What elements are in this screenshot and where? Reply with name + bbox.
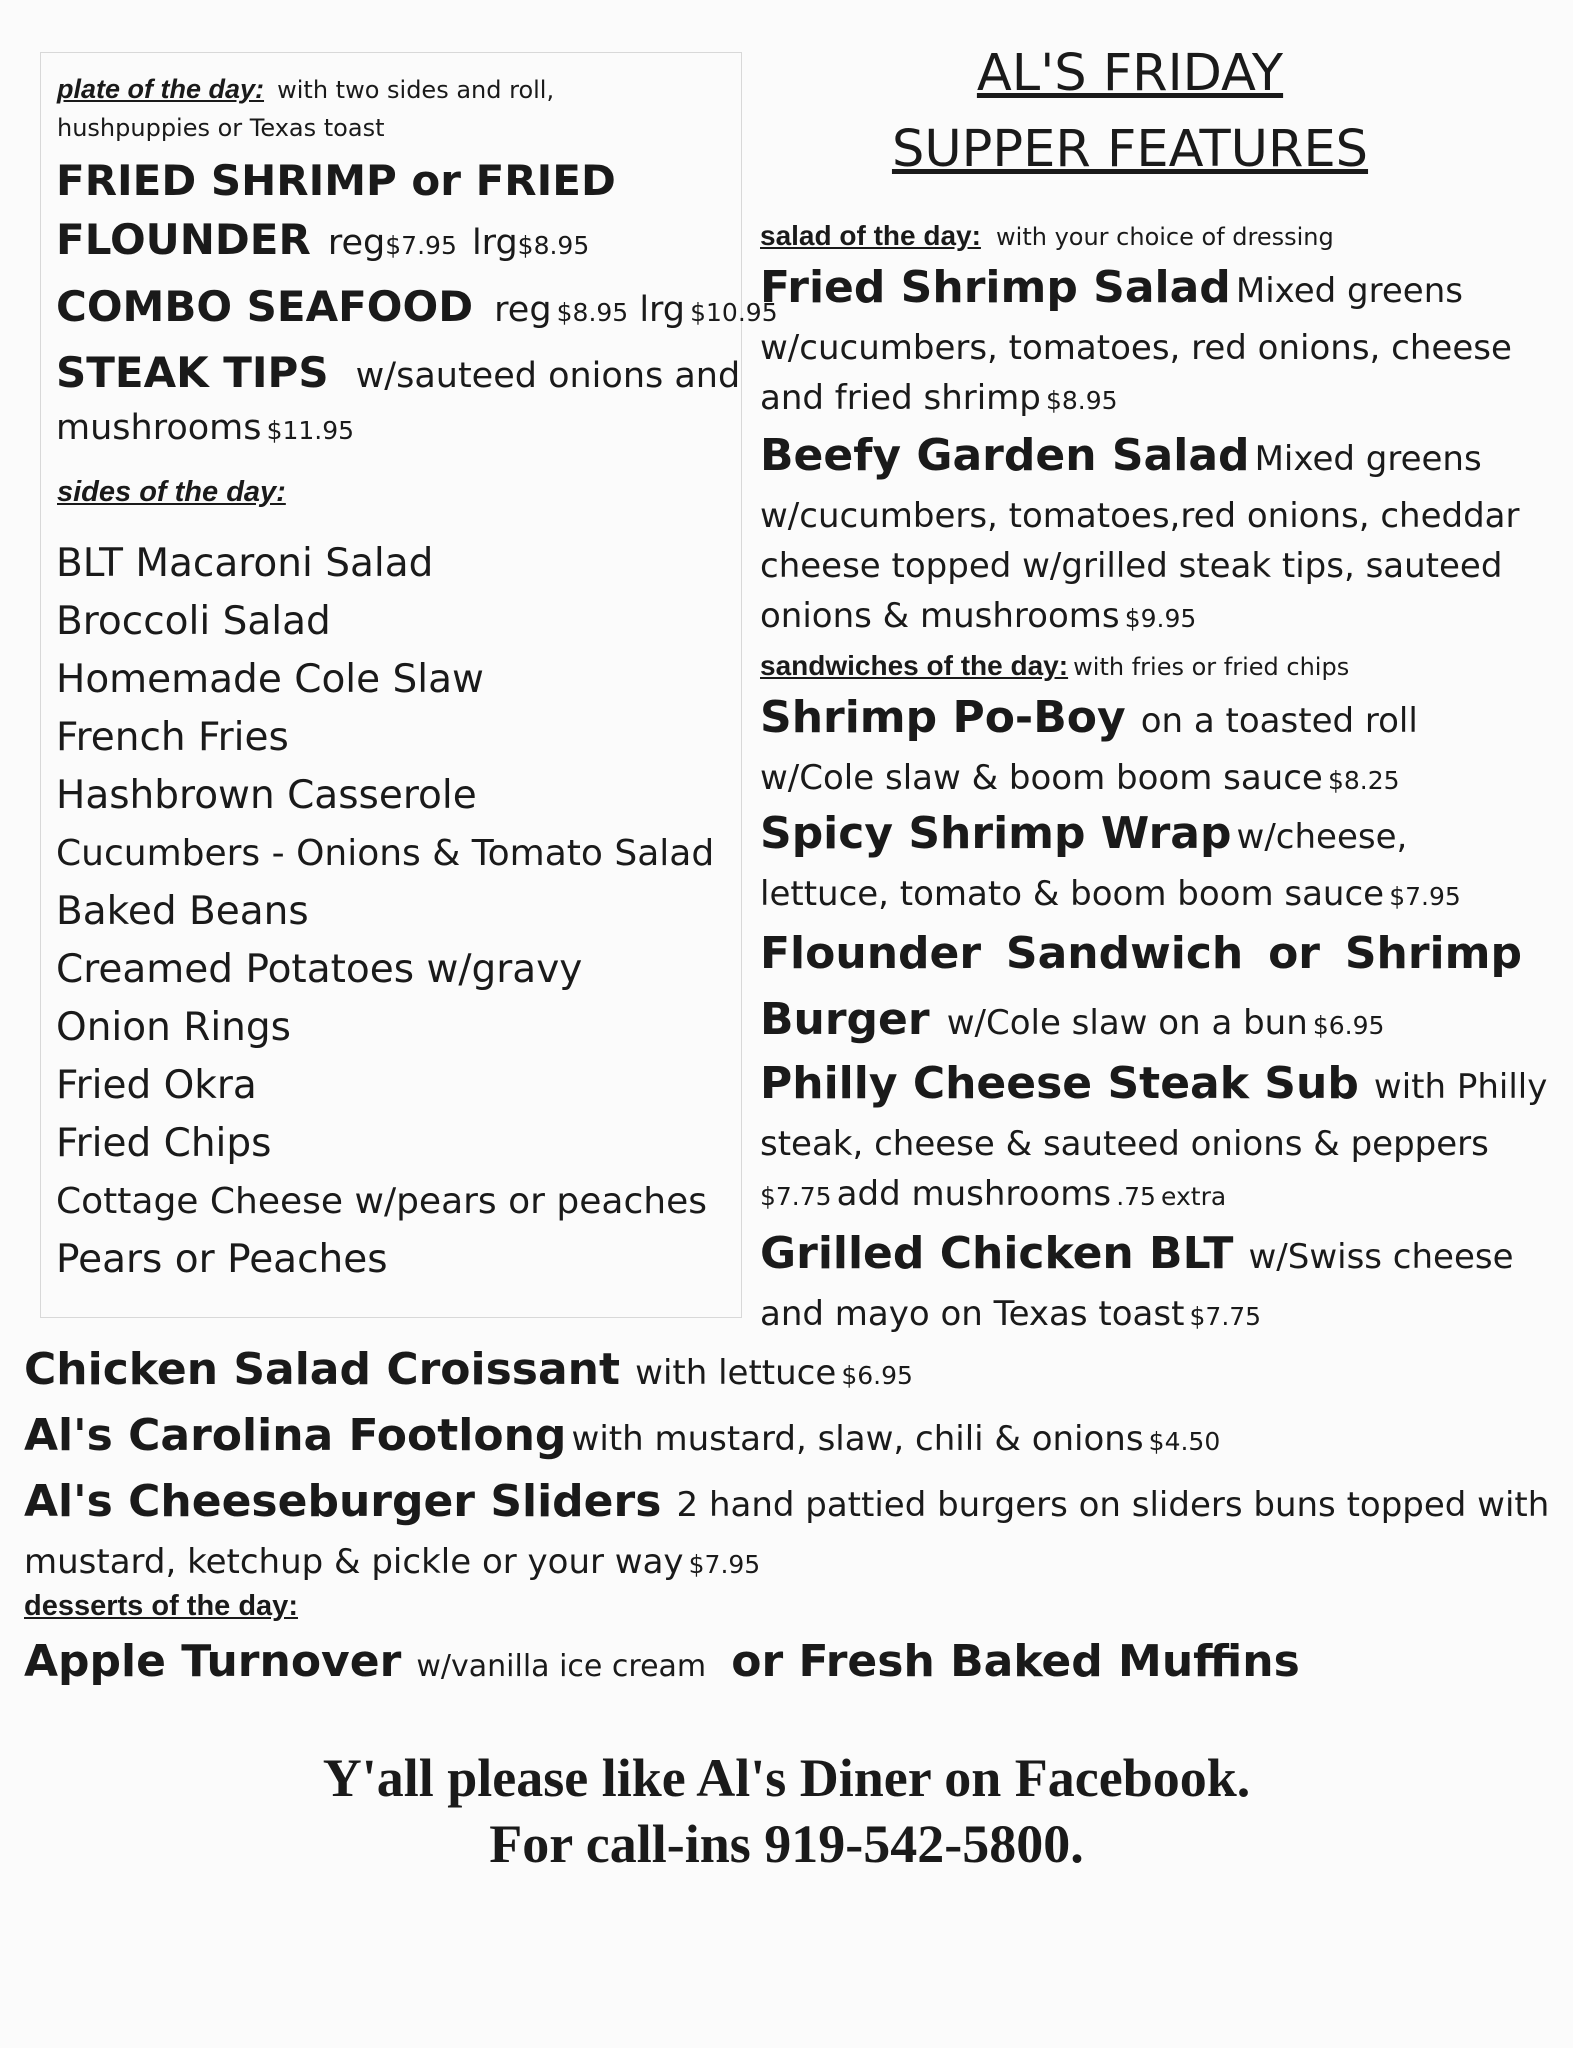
desserts-header: desserts of the day: bbox=[24, 1590, 298, 1622]
s4-extra-word: extra bbox=[1161, 1182, 1227, 1211]
side-item: Fried Chips bbox=[56, 1121, 272, 1166]
menu-title-line2: SUPPER FEATURES bbox=[891, 120, 1369, 179]
s3-desc: w/Cole slaw on a bun bbox=[946, 1003, 1308, 1043]
plate-item2-lrg: lrg bbox=[639, 290, 686, 330]
s8-row bbox=[24, 1476, 1549, 1527]
s2-desc1: w/cheese, bbox=[1236, 817, 1408, 857]
side-item: Cucumbers - Onions & Tomato Salad bbox=[56, 833, 715, 874]
s8-desc1: 2 hand pattied burgers on sliders buns topped with bbox=[676, 1485, 1550, 1525]
plate-item3-row2 bbox=[56, 408, 354, 448]
s4-extra-price: .75 bbox=[1116, 1182, 1156, 1211]
s3-word-or: or bbox=[1268, 928, 1320, 979]
s2-row bbox=[760, 808, 1407, 859]
s1-desc1: on a toasted roll bbox=[1140, 701, 1418, 741]
s5-price: $7.75 bbox=[1189, 1302, 1262, 1331]
s1-name: Shrimp Po-Boy bbox=[760, 692, 1126, 743]
salad1-desc3: and fried shrimp bbox=[760, 378, 1041, 418]
plate-item1-line2: FLOUNDER bbox=[56, 215, 311, 264]
side-item: Onion Rings bbox=[56, 1005, 291, 1050]
s7-row bbox=[24, 1410, 1220, 1461]
plate-header-note2: hushpuppies or Texas toast bbox=[57, 114, 385, 142]
salad1-name: Fried Shrimp Salad bbox=[760, 262, 1231, 313]
side-item: Hashbrown Casserole bbox=[56, 773, 477, 818]
s3-row bbox=[760, 928, 1522, 979]
s8-desc2: mustard, ketchup & pickle or your way bbox=[24, 1542, 684, 1582]
s1-row bbox=[760, 692, 1418, 743]
s7-desc: with mustard, slaw, chili & onions bbox=[571, 1419, 1144, 1459]
s2-name: Spicy Shrimp Wrap bbox=[760, 808, 1232, 859]
s5-row2 bbox=[760, 1294, 1261, 1334]
side-item: Fried Okra bbox=[56, 1063, 257, 1108]
s3-word-shrimp: Shrimp bbox=[1344, 928, 1522, 979]
plate-header-row bbox=[57, 74, 554, 105]
plate-item3-desc2: mushrooms bbox=[56, 408, 262, 448]
s2-row2 bbox=[760, 874, 1461, 914]
side-item: Broccoli Salad bbox=[56, 599, 331, 644]
s7-price: $4.50 bbox=[1148, 1427, 1221, 1456]
menu-title-line1: AL'S FRIDAY bbox=[976, 44, 1284, 103]
s1-price: $8.25 bbox=[1327, 766, 1400, 795]
plate-item1-line1: FRIED SHRIMP or FRIED bbox=[56, 156, 616, 205]
plate-header: plate of the day: bbox=[57, 74, 265, 104]
s3-burger: Burger bbox=[760, 994, 930, 1045]
plate-item1-lrg-price: $8.95 bbox=[517, 231, 590, 260]
plate-item2-reg-price: $8.95 bbox=[556, 298, 629, 327]
dessert1-desc: w/vanilla ice cream bbox=[416, 1649, 707, 1684]
salad2-desc4: onions & mushrooms bbox=[760, 596, 1120, 636]
s8-price: $7.95 bbox=[688, 1550, 761, 1579]
salad-header-row bbox=[760, 220, 1334, 252]
side-item: Creamed Potatoes w/gravy bbox=[56, 947, 583, 992]
salad2-name: Beefy Garden Salad bbox=[760, 430, 1250, 481]
s3-word-sandwich: Sandwich bbox=[1005, 928, 1244, 979]
salad2-row bbox=[760, 430, 1482, 481]
salad-header-note: with your choice of dressing bbox=[996, 223, 1334, 251]
sandwich-header: sandwiches of the day: bbox=[760, 650, 1069, 681]
desserts-row bbox=[24, 1636, 1300, 1687]
plate-header-note: with two sides and roll, bbox=[277, 76, 555, 104]
plate-item3-desc: w/sauteed onions and bbox=[355, 356, 741, 396]
s8-name: Al's Cheeseburger Sliders bbox=[24, 1476, 662, 1527]
s3-word-flounder: Flounder bbox=[760, 928, 982, 979]
footer-phone: For call-ins 919-542-5800. bbox=[489, 1814, 1084, 1874]
side-item: Cottage Cheese w/pears or peaches bbox=[56, 1181, 707, 1222]
side-item: BLT Macaroni Salad bbox=[56, 541, 434, 586]
salad-header: salad of the day: bbox=[760, 220, 981, 251]
plate-item3-row bbox=[56, 348, 740, 397]
sandwich-header-note: with fries or fried chips bbox=[1073, 653, 1350, 681]
s6-price: $6.95 bbox=[841, 1361, 913, 1390]
sides-list bbox=[56, 535, 714, 1289]
s5-desc1: w/Swiss cheese bbox=[1248, 1237, 1514, 1277]
salad2-desc3: cheese topped w/grilled steak tips, sauteed bbox=[760, 546, 1503, 586]
plate-item3-name: STEAK TIPS bbox=[56, 348, 329, 397]
sandwich-header-row bbox=[760, 650, 1349, 682]
salad2-price: $9.95 bbox=[1124, 604, 1197, 633]
salad1-desc1: Mixed greens bbox=[1235, 271, 1463, 311]
salad2-desc1: Mixed greens bbox=[1254, 439, 1482, 479]
plate-item1-reg-price: $7.95 bbox=[385, 231, 457, 260]
plate-item3-price: $11.95 bbox=[266, 416, 355, 445]
s5-desc2: and mayo on Texas toast bbox=[760, 1294, 1185, 1334]
plate-item1-line2-row bbox=[56, 215, 589, 264]
plate-item2-lrg-price: $10.95 bbox=[690, 298, 778, 327]
s1-desc2: w/Cole slaw & boom boom sauce bbox=[760, 758, 1323, 798]
plate-item1-lrg: lrg bbox=[471, 223, 518, 263]
side-item: Homemade Cole Slaw bbox=[56, 657, 484, 702]
s5-row bbox=[760, 1228, 1514, 1279]
salad1-row3 bbox=[760, 378, 1118, 418]
s4-desc2: steak, cheese & sauteed onions & peppers bbox=[760, 1124, 1489, 1164]
salad1-desc2: w/cucumbers, tomatoes, red onions, cheese bbox=[760, 328, 1512, 368]
s3-price: $6.95 bbox=[1312, 1011, 1385, 1040]
s1-row2 bbox=[760, 758, 1400, 798]
salad2-desc2: w/cucumbers, tomatoes,red onions, cheddar bbox=[760, 496, 1520, 536]
s5-name: Grilled Chicken BLT bbox=[760, 1228, 1234, 1279]
s6-row bbox=[24, 1344, 913, 1395]
s2-desc2: lettuce, tomato & boom boom sauce bbox=[760, 874, 1385, 914]
footer-facebook: Y'all please like Al's Diner on Facebook. bbox=[322, 1748, 1251, 1808]
plate-item2-row bbox=[56, 282, 778, 331]
sides-header: sides of the day: bbox=[57, 476, 286, 508]
s8-row2 bbox=[24, 1542, 760, 1582]
s4-row3 bbox=[760, 1174, 1226, 1214]
salad1-row bbox=[760, 262, 1463, 313]
s2-price: $7.95 bbox=[1389, 882, 1461, 911]
s4-price: $7.75 bbox=[760, 1182, 832, 1211]
salad2-row4 bbox=[760, 596, 1196, 636]
side-item: Pears or Peaches bbox=[56, 1237, 388, 1282]
s4-row bbox=[760, 1058, 1547, 1109]
plate-item2-name: COMBO SEAFOOD bbox=[56, 282, 474, 331]
s4-name: Philly Cheese Steak Sub bbox=[760, 1058, 1359, 1109]
salad1-price: $8.95 bbox=[1045, 386, 1118, 415]
side-item: French Fries bbox=[56, 715, 289, 760]
s6-name: Chicken Salad Croissant bbox=[24, 1344, 621, 1395]
side-item: Baked Beans bbox=[56, 889, 309, 934]
s4-extra: add mushrooms bbox=[836, 1174, 1112, 1214]
dessert1-name: Apple Turnover bbox=[24, 1636, 402, 1687]
plate-item2-reg: reg bbox=[494, 290, 552, 330]
s7-name: Al's Carolina Footlong bbox=[24, 1410, 567, 1461]
s3-row2 bbox=[760, 994, 1384, 1045]
dessert2: or Fresh Baked Muffins bbox=[731, 1636, 1300, 1687]
s6-desc: with lettuce bbox=[635, 1353, 837, 1393]
s4-desc1: with Philly bbox=[1373, 1067, 1548, 1107]
plate-item1-reg: reg bbox=[327, 223, 386, 263]
